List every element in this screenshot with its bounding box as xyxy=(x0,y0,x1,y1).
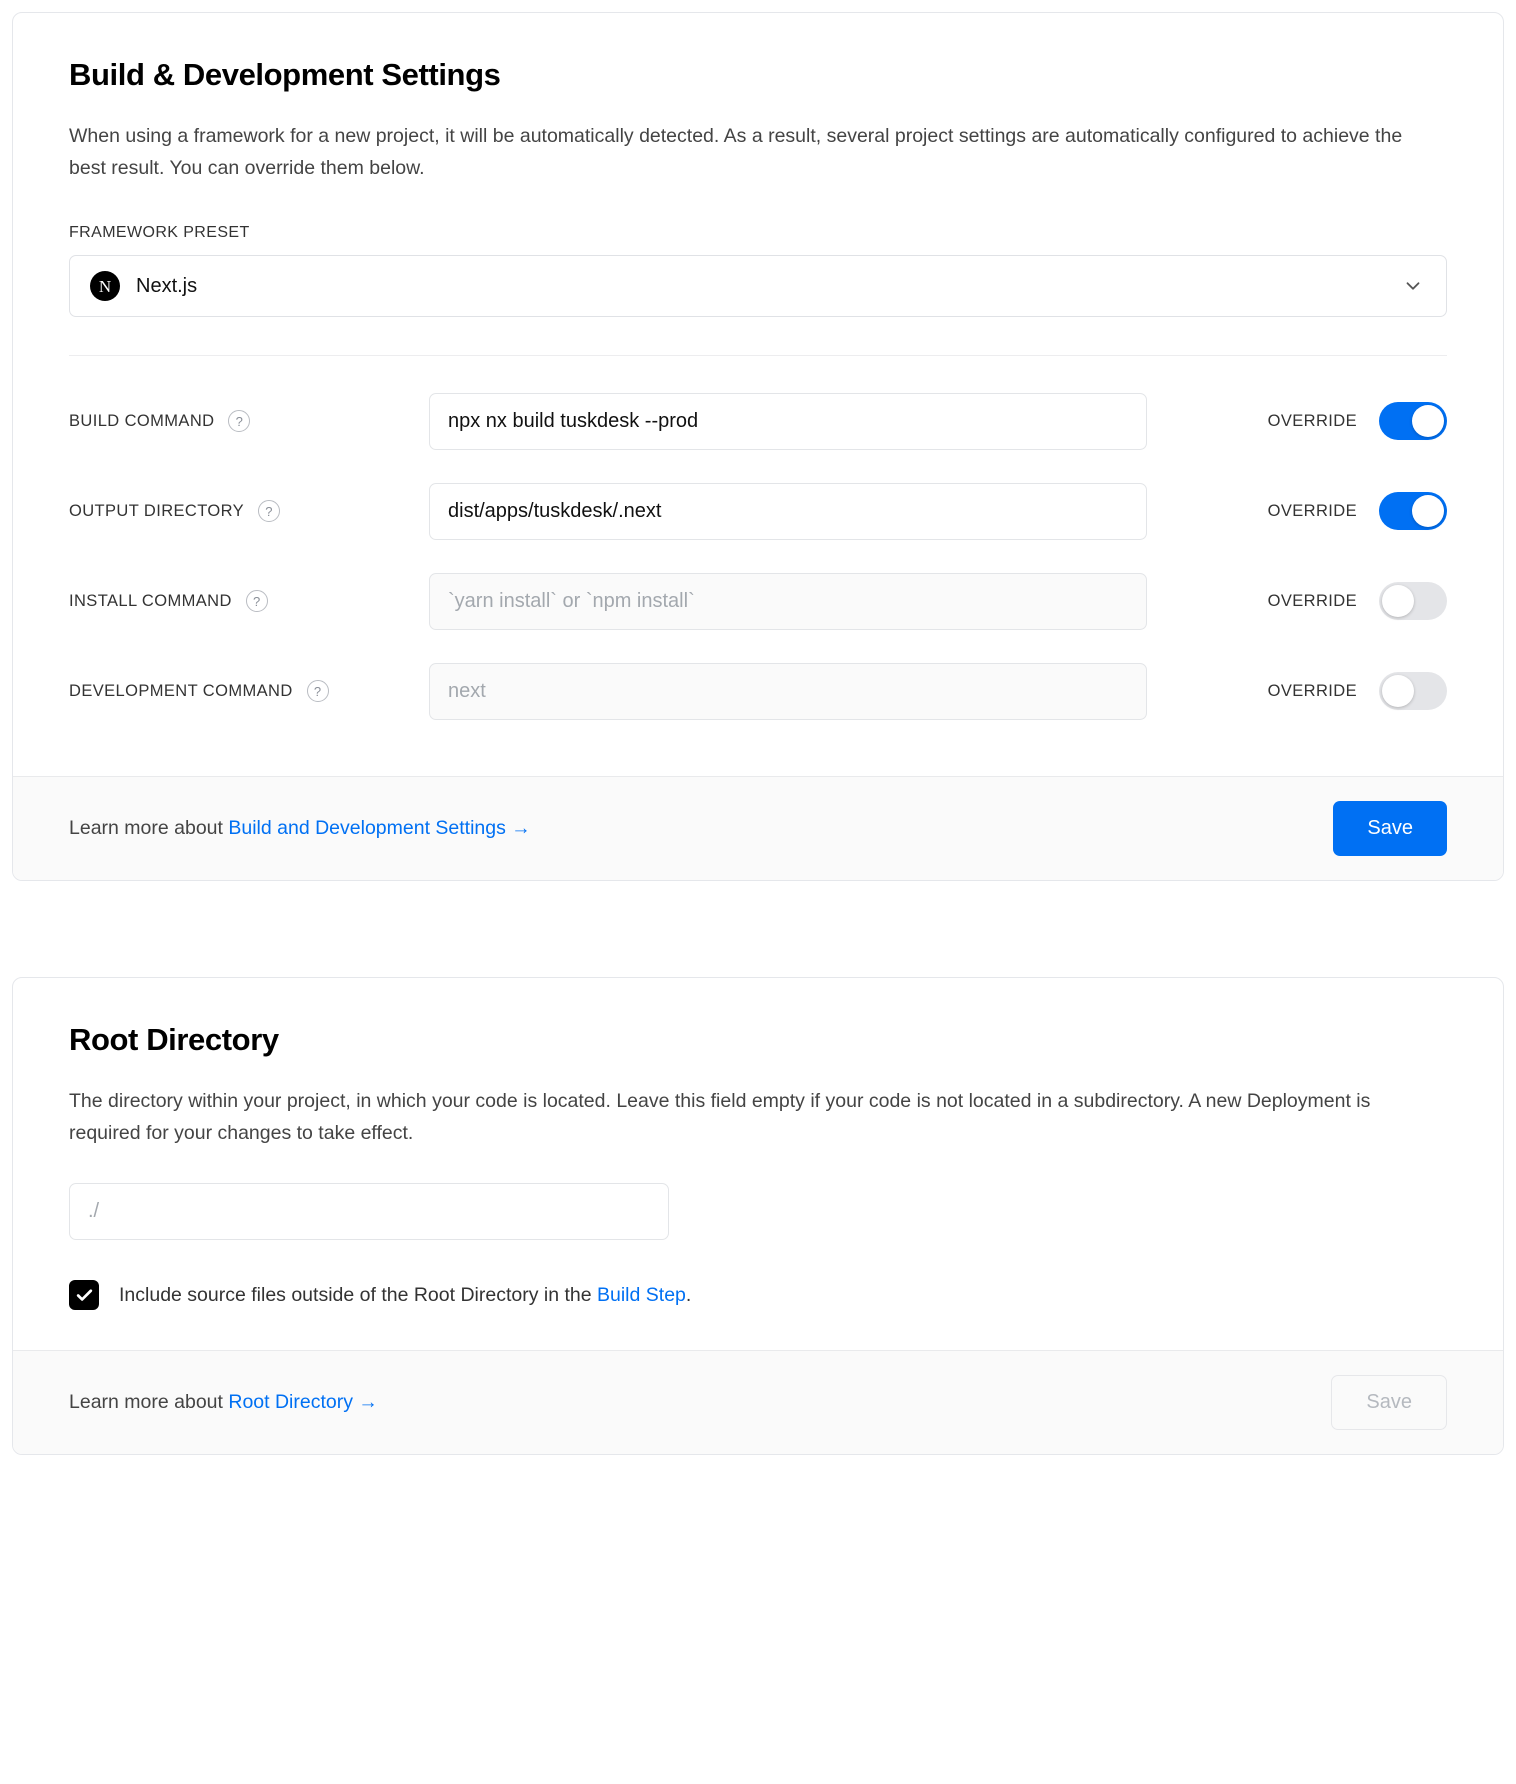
row-override-wrap xyxy=(1147,672,1447,710)
page-title: Build & Development Settings xyxy=(69,57,501,92)
install-command-override-toggle[interactable] xyxy=(1379,582,1447,620)
row-input-wrap xyxy=(429,663,1147,720)
row-input-wrap xyxy=(429,393,1147,450)
override-label: OVERRIDE xyxy=(1267,681,1357,700)
learn-more-text xyxy=(69,1391,378,1414)
checkbox-text-before: Include source files outside of the Root Directory in the xyxy=(119,1283,597,1306)
row-install-command xyxy=(69,556,1447,646)
build-command-override-toggle[interactable] xyxy=(1379,402,1447,440)
toggle-knob xyxy=(1382,675,1414,707)
help-icon[interactable]: ? xyxy=(307,680,329,702)
chevron-down-icon xyxy=(1402,275,1424,297)
root-directory-title: Root Directory xyxy=(69,1022,279,1058)
include-source-files-label xyxy=(119,1284,691,1307)
checkbox-text-after: . xyxy=(685,1283,692,1306)
install-command-input[interactable] xyxy=(429,573,1147,630)
row-override-wrap xyxy=(1147,492,1447,530)
development-command-label: DEVELOPMENT COMMAND xyxy=(69,681,293,700)
help-icon[interactable]: ? xyxy=(246,590,268,612)
toggle-knob xyxy=(1412,405,1444,437)
divider xyxy=(69,355,1447,356)
output-directory-override-toggle[interactable] xyxy=(1379,492,1447,530)
toggle-knob xyxy=(1412,495,1444,527)
row-build-command xyxy=(69,376,1447,466)
row-output-directory xyxy=(69,466,1447,556)
root-directory-input-wrap xyxy=(69,1183,669,1240)
row-label xyxy=(69,410,429,432)
row-label xyxy=(69,500,429,522)
framework-preset-select[interactable] xyxy=(69,255,1447,317)
root-directory-card xyxy=(12,977,1504,1455)
learn-more-prefix: Learn more about xyxy=(69,1391,229,1414)
build-settings-description: When using a framework for a new project, it will be automatically detected. As a result, several project settings are automatically configured to achieve the best result. You can override them below. xyxy=(69,125,1403,179)
save-build-settings-button[interactable]: Save xyxy=(1333,801,1447,856)
include-source-files-checkbox[interactable] xyxy=(69,1280,99,1310)
root-directory-description: The directory within your project, in which your code is located. Leave this field empty if your code is not located in a subdirectory. A new Deployment is required for your changes to take effect. xyxy=(69,1090,1371,1144)
override-label: OVERRIDE xyxy=(1267,501,1357,520)
build-settings-card xyxy=(12,12,1504,881)
root-directory-body xyxy=(13,978,1503,1350)
row-label xyxy=(69,680,429,702)
output-directory-label: OUTPUT DIRECTORY xyxy=(69,501,245,520)
build-command-label: BUILD COMMAND xyxy=(69,411,215,430)
build-step-link[interactable]: Build Step xyxy=(597,1283,686,1306)
nextjs-logo-icon: N xyxy=(90,271,120,301)
row-label xyxy=(69,590,429,612)
card-spacer xyxy=(12,881,1504,977)
development-command-input[interactable] xyxy=(429,663,1147,720)
row-override-wrap xyxy=(1147,402,1447,440)
toggle-knob xyxy=(1382,585,1414,617)
framework-preset-value: Next.js xyxy=(136,274,198,297)
include-source-files-row xyxy=(69,1280,1447,1310)
build-command-input[interactable] xyxy=(429,393,1147,450)
row-input-wrap xyxy=(429,573,1147,630)
override-rows xyxy=(69,376,1447,736)
save-root-directory-button[interactable]: Save xyxy=(1331,1375,1447,1430)
development-command-override-toggle[interactable] xyxy=(1379,672,1447,710)
framework-preset-label: FRAMEWORK PRESET xyxy=(69,224,250,242)
row-development-command xyxy=(69,646,1447,736)
help-icon[interactable]: ? xyxy=(228,410,250,432)
root-directory-input[interactable] xyxy=(69,1183,669,1240)
build-settings-docs-link[interactable]: Build and Development Settings → xyxy=(228,817,531,840)
output-directory-input[interactable] xyxy=(429,483,1147,540)
root-directory-docs-link[interactable]: Root Directory → xyxy=(228,1391,378,1414)
override-label: OVERRIDE xyxy=(1267,411,1357,430)
install-command-label: INSTALL COMMAND xyxy=(69,591,232,610)
help-icon[interactable]: ? xyxy=(258,500,280,522)
row-override-wrap xyxy=(1147,582,1447,620)
root-directory-footer xyxy=(13,1350,1503,1454)
learn-more-prefix: Learn more about xyxy=(69,817,229,840)
row-input-wrap xyxy=(429,483,1147,540)
learn-more-text xyxy=(69,817,531,840)
build-settings-body xyxy=(13,13,1503,776)
override-label: OVERRIDE xyxy=(1267,591,1357,610)
build-settings-footer xyxy=(13,776,1503,880)
